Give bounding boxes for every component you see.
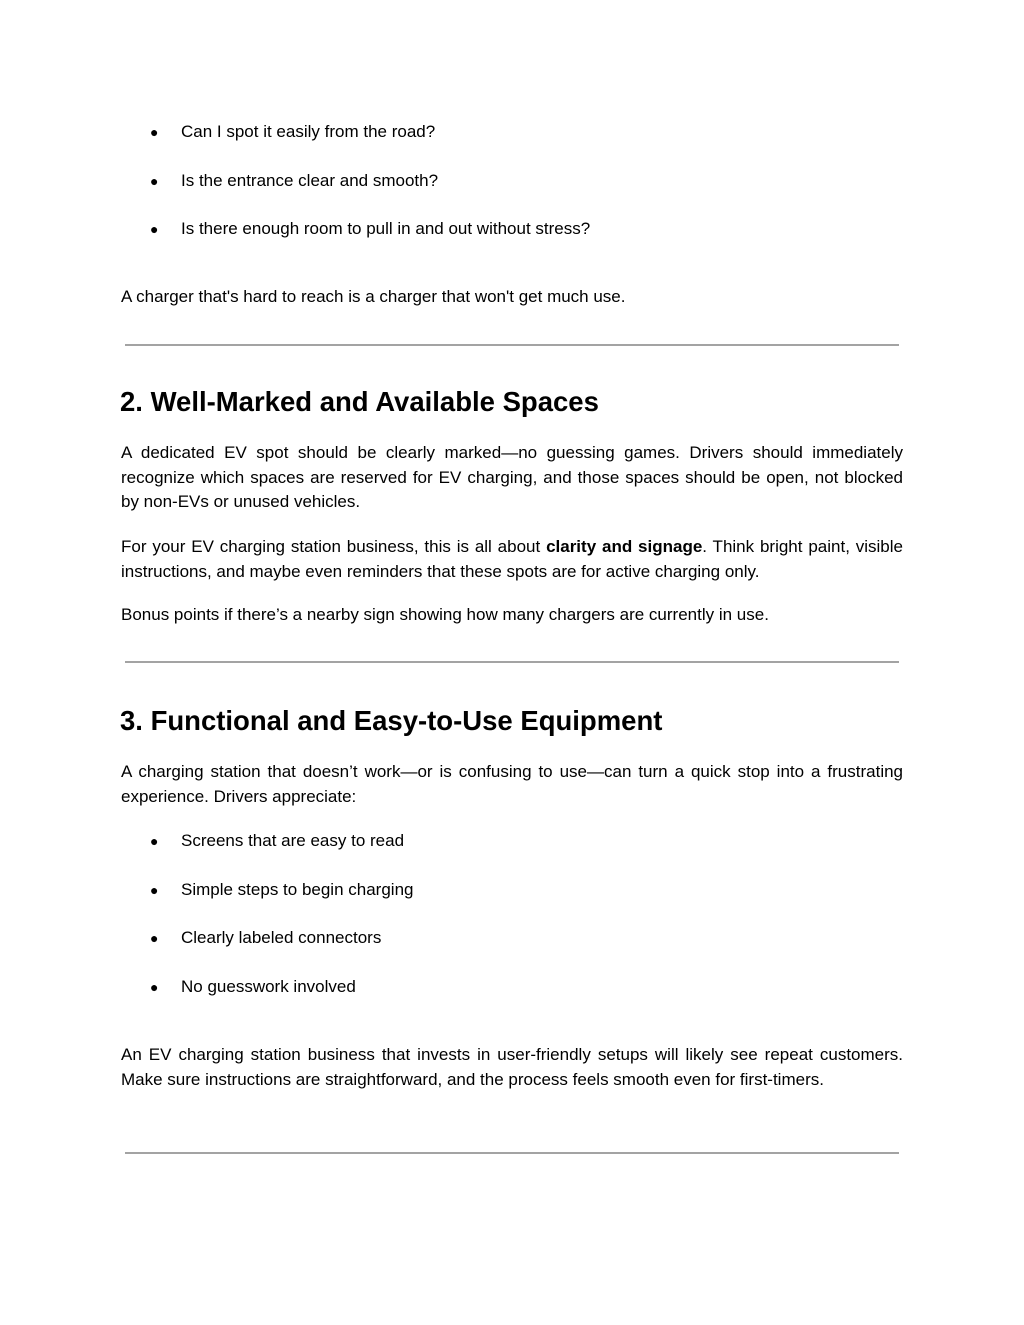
list-item bbox=[0, 878, 1024, 902]
section-3-paragraph-1: A charging station that doesn’t work—or is confusing to use—can turn a quick stop into a frustrating experience. Drivers appreciate: bbox=[121, 762, 903, 806]
bullet-icon: ● bbox=[150, 979, 159, 995]
section-2-heading: 2. Well-Marked and Available Spaces bbox=[120, 386, 599, 417]
section-divider bbox=[125, 344, 899, 346]
list-item bbox=[0, 217, 1024, 241]
section-divider bbox=[125, 661, 899, 663]
list-item bbox=[0, 120, 1024, 144]
bullet-icon: ● bbox=[150, 124, 159, 140]
list-item bbox=[0, 975, 1024, 999]
bullet-icon: ● bbox=[150, 882, 159, 898]
section-3-paragraph-2: An EV charging station business that invests in user-friendly setups will likely see repeat customers. Make sure instructions are straightforward, and the process feels smooth even for first-timers. bbox=[121, 1045, 903, 1089]
paragraph-text: For your EV charging station business, this is all about bbox=[121, 537, 547, 556]
bullet-icon: ● bbox=[150, 833, 159, 849]
bullet-icon: ● bbox=[150, 173, 159, 189]
list-item bbox=[0, 926, 1024, 950]
bullet-icon: ● bbox=[150, 930, 159, 946]
list-item-text: No guesswork involved bbox=[181, 977, 356, 996]
section-3-heading: 3. Functional and Easy-to-Use Equipment bbox=[120, 705, 663, 736]
bullet-icon: ● bbox=[150, 221, 159, 237]
section-2-paragraph-1: A dedicated EV spot should be clearly marked—no guessing games. Drivers should immediately recognize which spaces are reserved for EV charging, and those spaces should be open, not blocked by non-EVs or unused vehicles. bbox=[121, 443, 903, 511]
intro-closing-paragraph: A charger that's hard to reach is a charger that won't get much use. bbox=[121, 287, 626, 306]
list-item-text: Can I spot it easily from the road? bbox=[181, 122, 436, 141]
list-item-text: Is there enough room to pull in and out without stress? bbox=[181, 219, 591, 238]
list-item-text: Screens that are easy to read bbox=[181, 831, 405, 850]
list-item-text: Clearly labeled connectors bbox=[181, 928, 382, 947]
section-2-paragraph-2 bbox=[121, 535, 903, 584]
list-item-text: Is the entrance clear and smooth? bbox=[181, 171, 439, 190]
section-divider bbox=[125, 1152, 899, 1154]
bold-phrase: clarity and signage bbox=[546, 537, 703, 556]
section-2-paragraph-3: Bonus points if there’s a nearby sign showing how many chargers are currently in use. bbox=[121, 605, 769, 624]
list-item bbox=[0, 169, 1024, 193]
list-item bbox=[0, 829, 1024, 853]
paragraph-text: . Think bright paint, visible instructions, and maybe even reminders that these spots are for active charging only. bbox=[121, 537, 903, 581]
list-item-text: Simple steps to begin charging bbox=[181, 880, 414, 899]
